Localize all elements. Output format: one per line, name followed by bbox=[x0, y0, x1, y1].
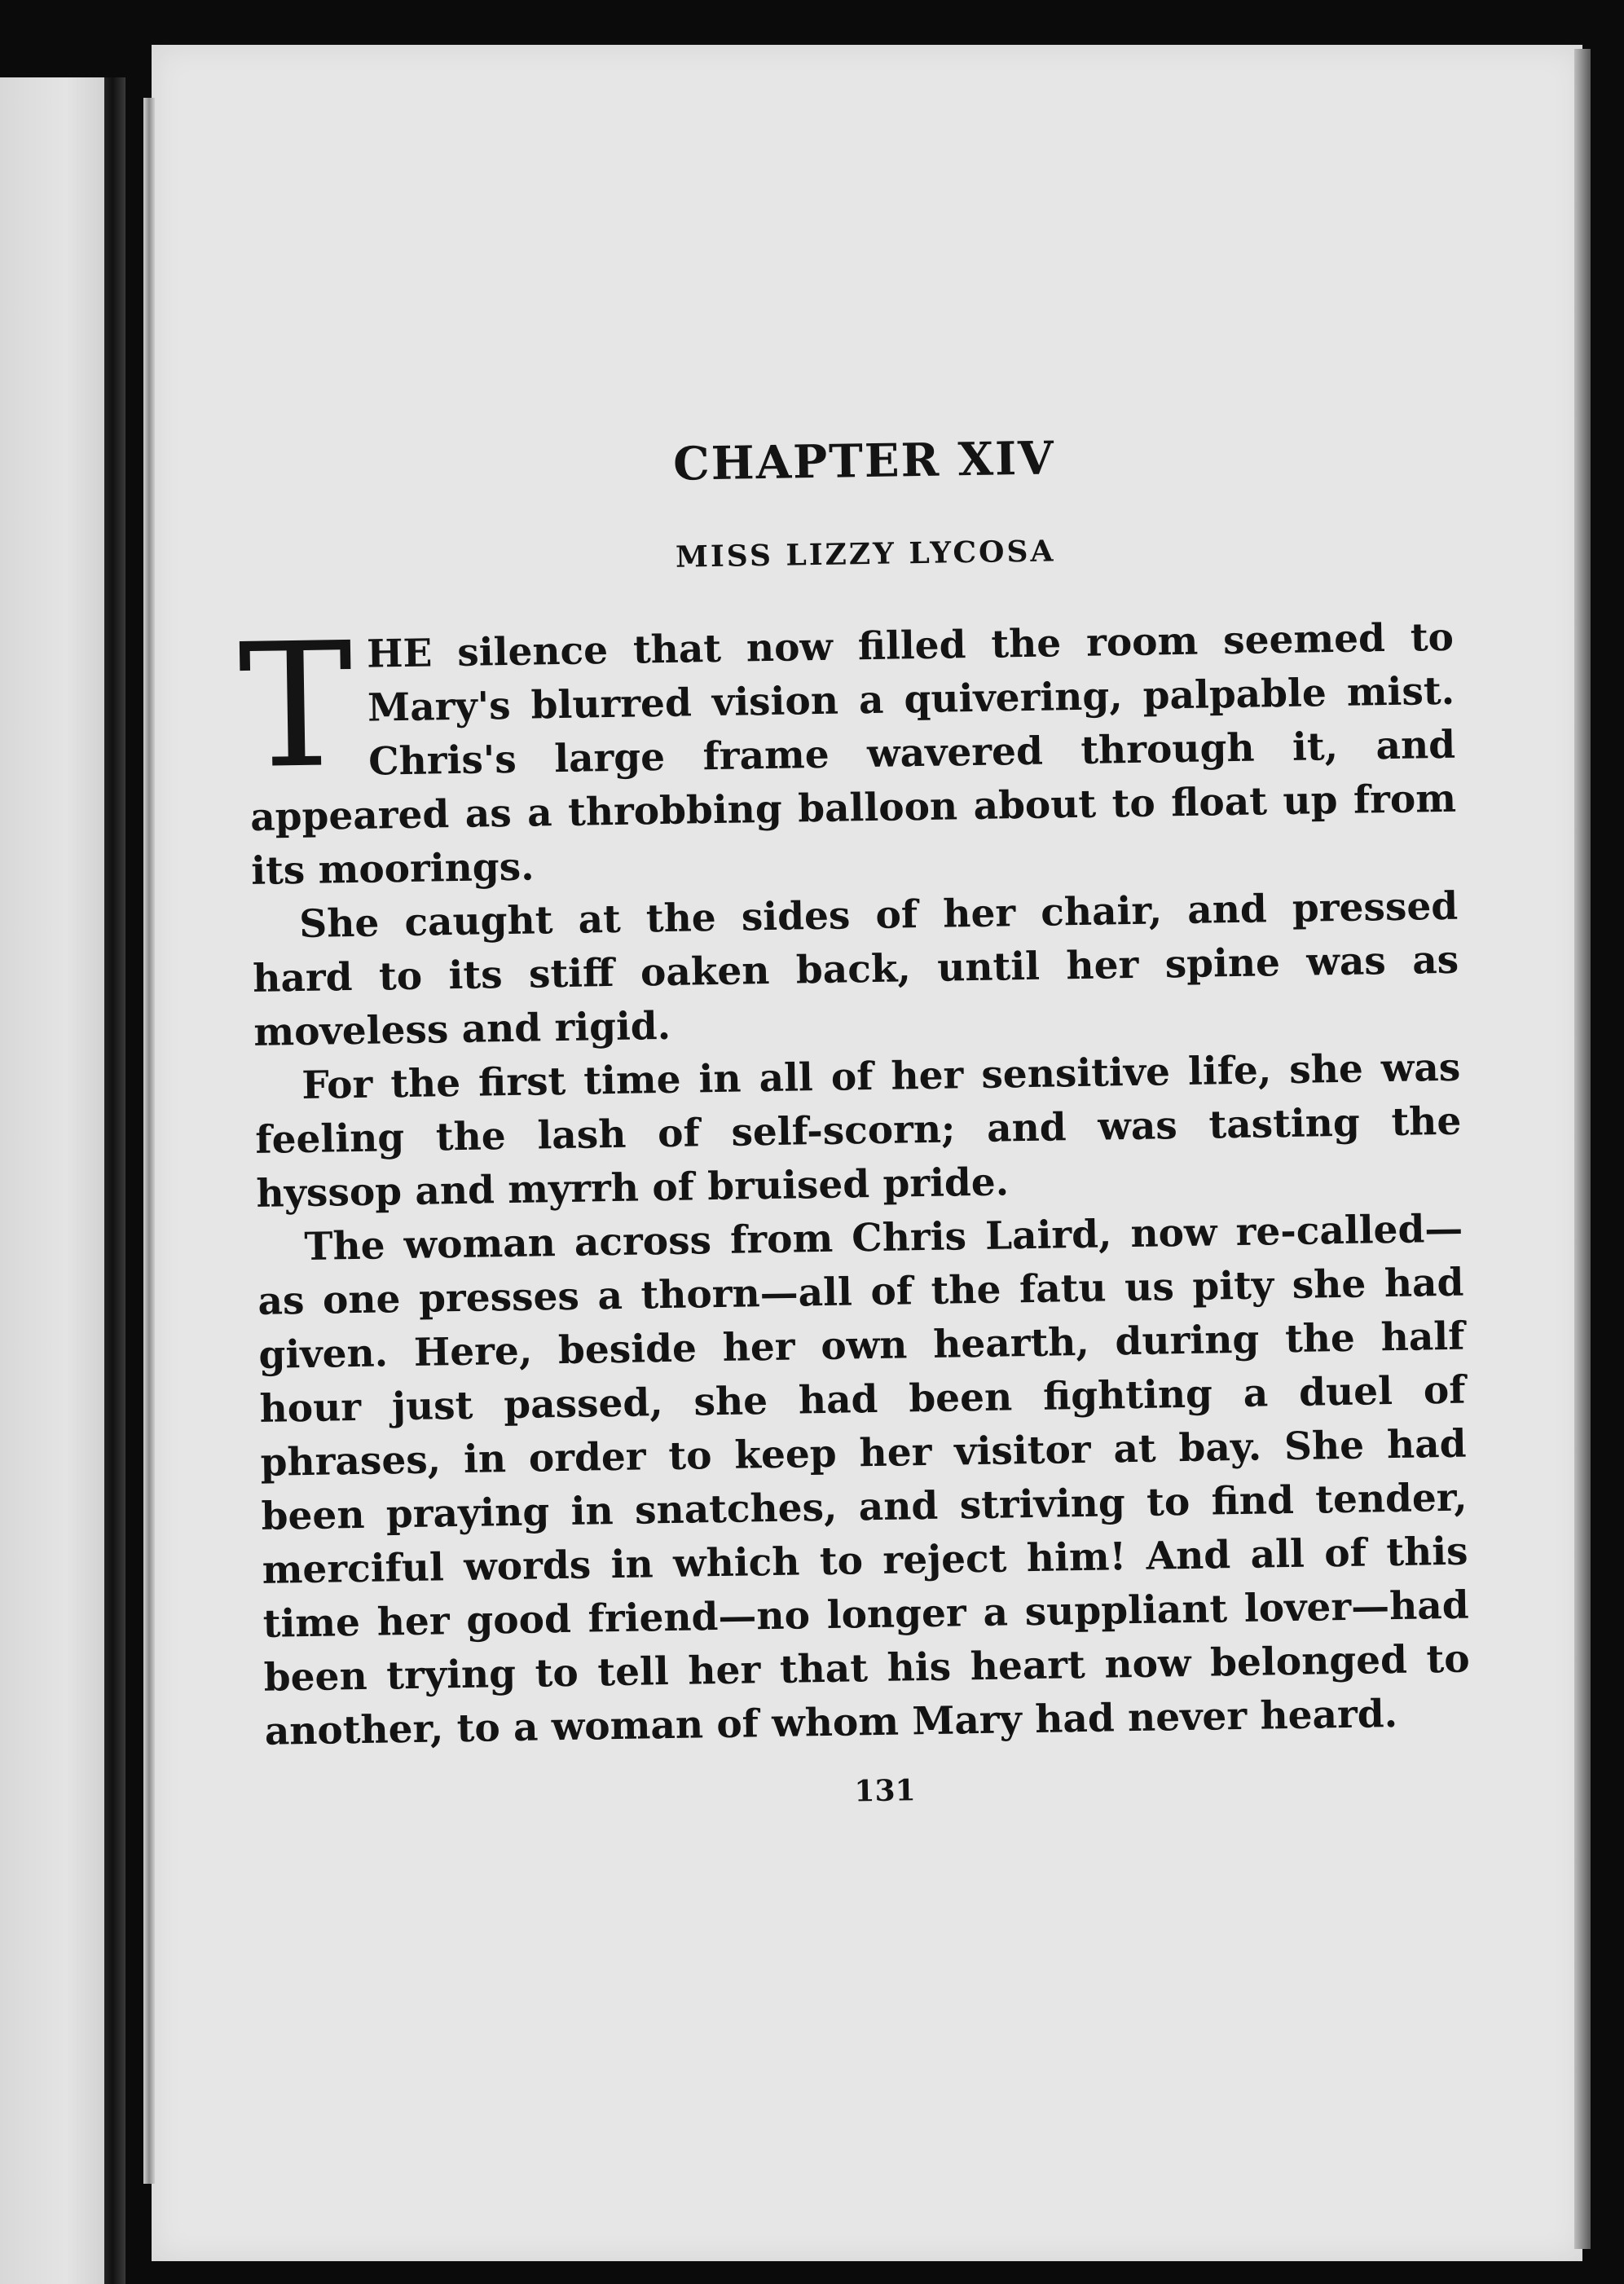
page-right-edge bbox=[1574, 49, 1591, 2249]
drop-cap: T bbox=[237, 605, 355, 808]
left-page-edge bbox=[0, 77, 110, 2284]
page-number: 131 bbox=[854, 1773, 916, 1809]
page-text-block bbox=[237, 425, 1472, 1818]
chapter-title: CHAPTER XIV bbox=[672, 431, 1056, 491]
chapter-subtitle: MISS LIZZY LYCOSA bbox=[675, 534, 1056, 574]
paragraph-4: The woman across from Chris Laird, now re-called—as one presses a thorn—all of the fatu us pity she had given. Here, beside her own hearth, during the half hour just passed, she had been fighting a duel of phrases, in order to keep her visitor at bay. She had been praying in snatches, and striving to find tender, merciful words in which to reject him! And all of this time her good friend—no longer a suppliant lover—had been trying to tell her that his heart now belonged to another, to a woman of whom Mary had never heard. bbox=[257, 1206, 1471, 1754]
page-inner-edge bbox=[143, 98, 155, 2184]
paragraph-3: For the first time in all of her sensitive life, she was feeling the lash of self-scorn; and was tasting the hyssop and myrrh of bruised pride. bbox=[254, 1045, 1462, 1217]
paragraph-1-text: HE silence that now filled the room seemed to Mary's blurred vision a quivering, palpable mist. Chris's large frame wavered through it, and appeared as a throbbing balloon about to float up from its moorings. bbox=[249, 614, 1457, 894]
book-gutter bbox=[104, 77, 125, 2284]
paragraph-2: She caught at the sides of her chair, and pressed hard to its stiff oaken back, until her spine was as moveless and rigid. bbox=[252, 883, 1459, 1055]
paragraph-1 bbox=[237, 605, 1458, 899]
